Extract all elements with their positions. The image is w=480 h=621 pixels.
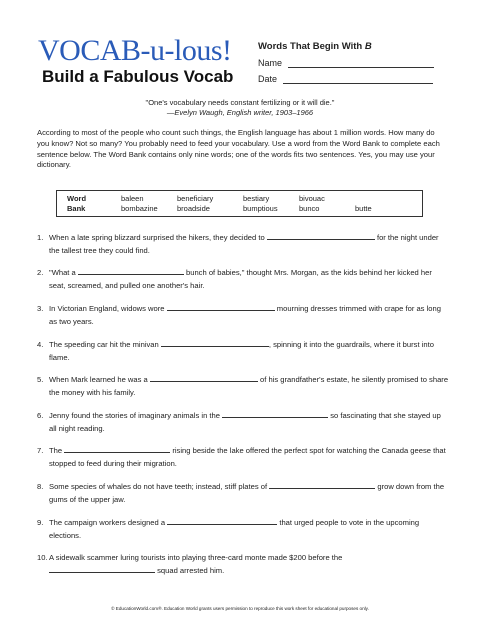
intro-paragraph: According to most of the people who count such things, the English language has about 1 million words. How many do you know? Not so many? You probably need to feed your vocabulary. Use a word from the Word Bank to complete each sentence below. The Word Bank contains only nine words; one of the words fits two sentences. Yes, you may use your dictionary.	[37, 128, 440, 170]
logo-subtitle: Build a Fabulous Vocab	[42, 67, 234, 86]
word-bank-word: bunco	[299, 204, 320, 213]
question-text-before: Some species of whales do not have teeth; instead, stiff plates of	[49, 482, 268, 491]
question-8	[37, 480, 449, 506]
question-number: 8.	[37, 482, 44, 491]
question-text-after: mourning dresses trimmed with crape for as long as two years.	[49, 304, 441, 326]
quote-attribution: —Evelyn Waugh, English writer, 1903–1966	[166, 108, 314, 117]
question-text-before: The campaign workers designed a	[49, 518, 166, 527]
question-number: 9.	[37, 518, 44, 527]
word-bank-word: beneficiary	[177, 194, 214, 203]
quote-block	[0, 98, 480, 118]
word-bank-word: broadside	[177, 204, 210, 213]
question-text-before: In Victorian England, widows wore	[49, 304, 165, 313]
answer-blank[interactable]	[167, 302, 275, 311]
word-bank-word: bombazine	[121, 204, 158, 213]
answer-blank[interactable]	[267, 231, 375, 240]
question-text-after: squad arrested him.	[157, 566, 225, 575]
worksheet-title-text: Words That Begin With	[258, 41, 365, 52]
question-number: 6.	[37, 411, 44, 420]
question-text-before: Jenny found the stories of imaginary animals in the	[49, 411, 220, 420]
question-6	[37, 409, 449, 435]
question-number: 2.	[37, 268, 44, 277]
name-line[interactable]	[288, 58, 434, 68]
question-text-after: that urged people to vote in the upcoming elections.	[49, 518, 420, 540]
answer-blank[interactable]	[49, 564, 155, 573]
question-text-after: , spinning it into the guardrails, where it burst into flame.	[49, 340, 434, 362]
word-bank-word: bivouac	[299, 194, 325, 203]
worksheet-letter: B	[364, 41, 372, 52]
quote-text: "One's vocabulary needs constant fertilizing or it will die."	[145, 98, 335, 107]
question-4	[37, 338, 449, 364]
question-text-after: grow down from the gums of the upper jaw.	[49, 482, 445, 504]
answer-blank[interactable]	[222, 409, 328, 418]
question-2	[37, 266, 449, 292]
word-bank-word: baleen	[121, 194, 144, 203]
question-text-before: A sidewalk scammer luring tourists into playing three-card monte made $200 before the	[49, 553, 343, 562]
worksheet-title	[258, 41, 372, 52]
answer-blank[interactable]	[269, 480, 375, 489]
question-5	[37, 373, 449, 399]
question-number: 1.	[37, 233, 44, 242]
word-bank	[56, 190, 423, 217]
answer-blank[interactable]	[161, 338, 269, 347]
question-text-after: bunch of babies," thought Mrs. Morgan, as the kids behind her kicked her seat, screamed, and pulled one another's hair.	[49, 268, 432, 290]
word-bank-label-1: Word	[67, 194, 87, 203]
answer-blank[interactable]	[150, 373, 258, 382]
name-field	[258, 58, 434, 68]
question-text-before: "What a	[49, 268, 76, 277]
logo-title: VOCAB-u-lous!	[38, 34, 232, 67]
question-text-before: When Mark learned he was a	[49, 375, 148, 384]
name-label: Name	[258, 58, 283, 68]
question-3	[37, 302, 449, 328]
answer-blank[interactable]	[64, 444, 170, 453]
question-number: 4.	[37, 340, 44, 349]
question-text-after: of his grandfather's estate, he silently promised to share the money with his family.	[49, 375, 449, 397]
question-text-after: so fascinating that she stayed up all night reading.	[49, 411, 441, 433]
word-bank-word: butte	[355, 204, 372, 213]
question-number: 3.	[37, 304, 44, 313]
question-1	[37, 231, 449, 257]
question-number: 10.	[37, 553, 48, 562]
footer-copyright: © EducationWorld.com®. Education World grants users permission to reproduce this work sheet for educational purposes only.	[111, 606, 369, 611]
word-bank-word: bestiary	[243, 194, 270, 203]
question-number: 7.	[37, 446, 44, 455]
answer-blank[interactable]	[167, 516, 277, 525]
question-7	[37, 444, 449, 470]
question-text-after: rising beside the lake offered the perfect spot for watching the Canada geese that stopped to feed during their migration.	[49, 446, 446, 468]
question-text-after: for the night under the tallest tree they could find.	[49, 233, 439, 255]
word-bank-label-2: Bank	[67, 204, 86, 213]
answer-blank[interactable]	[78, 266, 184, 275]
date-field	[258, 74, 433, 84]
date-label: Date	[258, 74, 278, 84]
question-9	[37, 516, 449, 542]
question-10	[37, 551, 449, 577]
word-bank-word: bumptious	[243, 204, 278, 213]
question-number: 5.	[37, 375, 44, 384]
question-text-before: The	[49, 446, 63, 455]
question-text-before: The speeding car hit the minivan	[49, 340, 159, 349]
date-line[interactable]	[283, 74, 433, 84]
question-text-before: When a late spring blizzard surprised the hikers, they decided to	[49, 233, 265, 242]
